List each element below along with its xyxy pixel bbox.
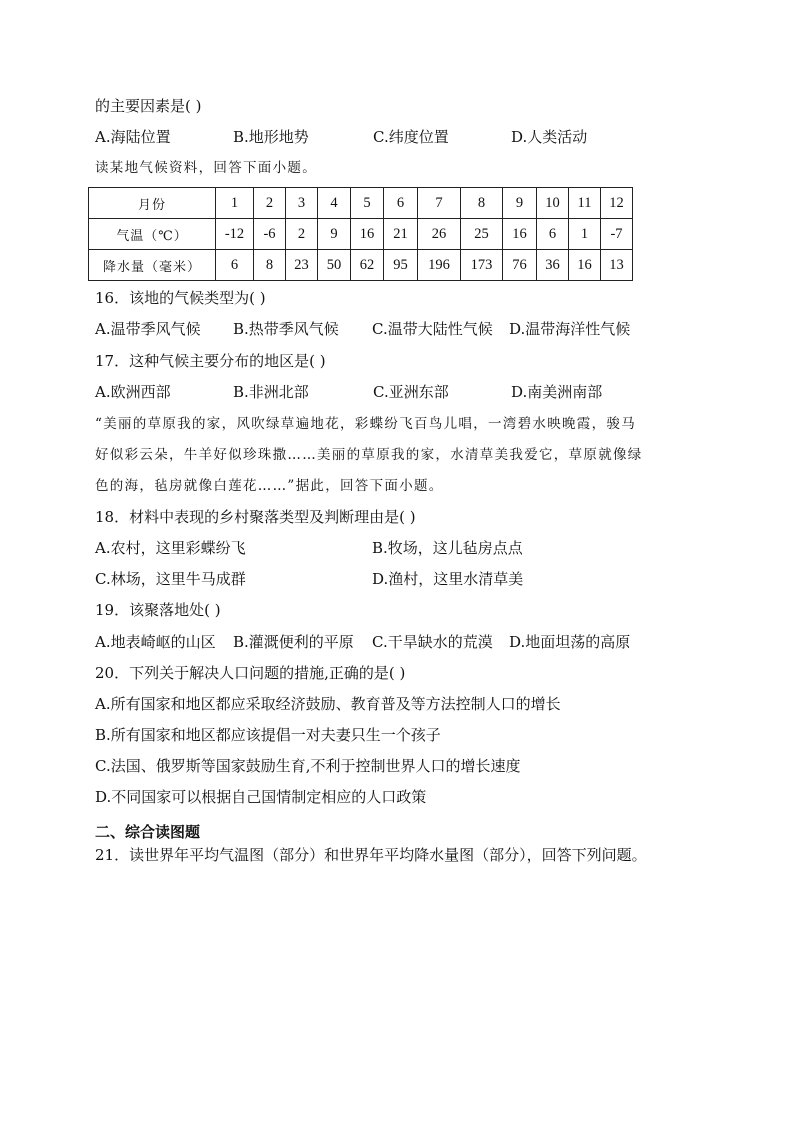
- precipitation-cell: 173: [461, 250, 503, 281]
- temperature-cell: -7: [601, 219, 633, 250]
- month-cell: 4: [318, 188, 351, 219]
- month-cell: 7: [418, 188, 461, 219]
- q20-option-c: C.法国、俄罗斯等国家鼓励生育,不利于控制世界人口的增长速度: [95, 757, 521, 775]
- precipitation-cell: 36: [537, 250, 569, 281]
- passage-line: “美丽的草原我的家，风吹绿草遍地花，彩蝶纷飞百鸟儿唱，一湾碧水映晚霞，骏马: [95, 416, 637, 432]
- q19-stem: 19．该聚落地处( ): [95, 601, 221, 619]
- q18-stem: 18．材料中表现的乡村聚落类型及判断理由是( ): [95, 508, 416, 526]
- row-header-precipitation: 降水量（毫米）: [89, 250, 216, 281]
- q16-stem: 16．该地的气候类型为( ): [95, 289, 266, 307]
- q15-option-b: B.地形地势: [233, 128, 309, 146]
- table-row-temperature: [89, 219, 633, 250]
- q18-option-a: A.农村，这里彩蝶纷飞: [95, 539, 246, 557]
- precipitation-cell: 8: [254, 250, 286, 281]
- q16-option-a: A.温带季风气候: [95, 320, 201, 338]
- q16-option-d: D.温带海洋性气候: [509, 320, 631, 338]
- precipitation-cell: 6: [216, 250, 254, 281]
- q16-option-b: B.热带季风气候: [233, 320, 339, 338]
- q20-option-d: D.不同国家可以根据自己国情制定相应的人口政策: [95, 788, 427, 806]
- q20-option-b: B.所有国家和地区都应该提倡一对夫妻只生一个孩子: [95, 726, 441, 744]
- q19-option-c: C.干旱缺水的荒漠: [372, 633, 493, 651]
- month-cell: 9: [503, 188, 537, 219]
- precipitation-cell: 196: [418, 250, 461, 281]
- precipitation-cell: 50: [318, 250, 351, 281]
- row-header-temperature: 气温（℃）: [89, 219, 216, 250]
- q17-option-b: B.非洲北部: [233, 383, 309, 401]
- q15-option-d: D.人类活动: [511, 128, 588, 146]
- temperature-cell: 6: [537, 219, 569, 250]
- q19-option-d: D.地面坦荡的高原: [509, 633, 631, 651]
- q19-option-b: B.灌溉便利的平原: [233, 633, 354, 651]
- table-row-months: [89, 188, 633, 219]
- month-cell: 10: [537, 188, 569, 219]
- temperature-cell: 16: [503, 219, 537, 250]
- row-header-month: 月份: [89, 188, 216, 219]
- q17-stem: 17．这种气候主要分布的地区是( ): [95, 352, 326, 370]
- q15-option-c: C.纬度位置: [373, 128, 449, 146]
- passage-line: 好似彩云朵，牛羊好似珍珠撒……美丽的草原我的家，水清草美我爱它，草原就像绿: [95, 447, 643, 463]
- month-cell: 5: [351, 188, 384, 219]
- section-title: 二、综合读图题: [95, 823, 201, 841]
- q17-option-a: A.欧洲西部: [95, 383, 171, 401]
- temperature-cell: 21: [384, 219, 418, 250]
- q16-option-c: C.温带大陆性气候: [372, 320, 493, 338]
- q15-option-a: A.海陆位置: [95, 128, 171, 146]
- temperature-cell: 16: [351, 219, 384, 250]
- q15-stem: 的主要因素是( ): [95, 97, 202, 115]
- month-cell: 3: [286, 188, 318, 219]
- q18-option-d: D.渔村，这里水清草美: [372, 570, 524, 588]
- climate-intro: 读某地气候资料，回答下面小题。: [95, 160, 317, 176]
- precipitation-cell: 13: [601, 250, 633, 281]
- passage-line: 色的海，毡房就像白莲花……”据此，回答下面小题。: [95, 478, 444, 494]
- temperature-cell: -6: [254, 219, 286, 250]
- month-cell: 11: [569, 188, 601, 219]
- precipitation-cell: 23: [286, 250, 318, 281]
- temperature-cell: 26: [418, 219, 461, 250]
- month-cell: 1: [216, 188, 254, 219]
- temperature-cell: -12: [216, 219, 254, 250]
- temperature-cell: 25: [461, 219, 503, 250]
- month-cell: 12: [601, 188, 633, 219]
- precipitation-cell: 76: [503, 250, 537, 281]
- table-row-precipitation: [89, 250, 633, 281]
- precipitation-cell: 95: [384, 250, 418, 281]
- q19-option-a: A.地表崎岖的山区: [95, 633, 216, 651]
- month-cell: 8: [461, 188, 503, 219]
- q17-option-d: D.南美洲南部: [511, 383, 603, 401]
- q17-option-c: C.亚洲东部: [373, 383, 449, 401]
- q18-option-c: C.林场，这里牛马成群: [95, 570, 246, 588]
- temperature-cell: 1: [569, 219, 601, 250]
- month-cell: 2: [254, 188, 286, 219]
- temperature-cell: 2: [286, 219, 318, 250]
- precipitation-cell: 16: [569, 250, 601, 281]
- temperature-cell: 9: [318, 219, 351, 250]
- month-cell: 6: [384, 188, 418, 219]
- climate-table: [88, 187, 633, 281]
- q20-option-a: A.所有国家和地区都应采取经济鼓励、教育普及等方法控制人口的增长: [95, 695, 561, 713]
- precipitation-cell: 62: [351, 250, 384, 281]
- q20-stem: 20．下列关于解决人口问题的措施,正确的是( ): [95, 664, 406, 682]
- q21-stem: 21．读世界年平均气温图（部分）和世界年平均降水量图（部分），回答下列问题。: [95, 846, 647, 864]
- q18-option-b: B.牧场，这儿毡房点点: [372, 539, 523, 557]
